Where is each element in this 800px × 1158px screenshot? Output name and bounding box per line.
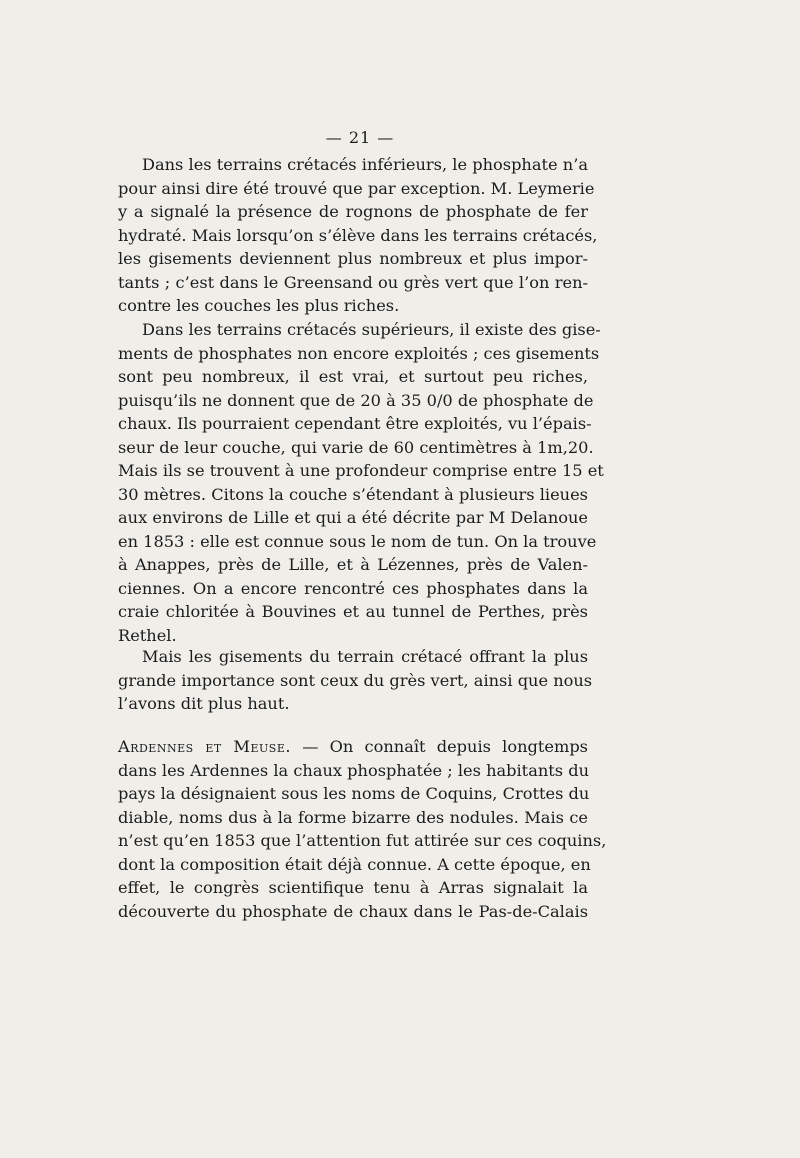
paragraph-cretace-inferieur xyxy=(118,153,598,318)
text-line: à Anappes, près de Lille, et à Lézennes, près de Valen- xyxy=(118,555,588,574)
text-line: sont peu nombreux, il est vrai, et surtout peu riches, xyxy=(118,367,588,386)
paragraph-gres-vert xyxy=(118,645,593,716)
text-line: l’avons dit plus haut. xyxy=(118,694,290,713)
text-line: tants ; c’est dans le Greensand ou grès vert que l’on ren- xyxy=(118,272,588,292)
text-line-with-heading xyxy=(118,735,588,759)
text-line: chaux. Ils pourraient cependant être exploités, vu l’épais- xyxy=(118,414,592,433)
text-line: seur de leur couche, qui varie de 60 centimètres à 1m,20. xyxy=(118,437,594,457)
paragraph-ardennes-meuse xyxy=(118,735,607,923)
text-line: hydraté. Mais lorsqu’on s’élève dans les terrains crétacés, xyxy=(118,225,598,245)
text-line: aux environs de Lille et qui a été décrite par M Delanoue xyxy=(118,508,588,527)
text-line: effet, le congrès scientifique tenu à Arras signalait la xyxy=(118,878,588,897)
text-line: contre les couches les plus riches. xyxy=(118,296,400,315)
text-line: 30 mètres. Citons la couche s’étendant à plusieurs lieues xyxy=(118,484,588,504)
section-heading: Ardennes et Meuse. xyxy=(118,737,292,756)
text-line: découverte du phosphate de chaux dans le Pas-de-Calais xyxy=(118,901,588,921)
text-line: grande importance sont ceux du grès vert, ainsi que nous xyxy=(118,670,593,690)
text-line: — On connaît depuis longtemps xyxy=(291,737,588,756)
text-line: Dans les terrains crétacés inférieurs, le phosphate n’a xyxy=(142,155,588,174)
text-line: Rethel. xyxy=(118,625,177,645)
text-line: ments de phosphates non encore exploités ; ces gisements xyxy=(118,343,600,363)
text-line: les gisements deviennent plus nombreux et plus impor- xyxy=(118,249,588,268)
text-line: craie chloritée à Bouvines et au tunnel de Perthes, près xyxy=(118,602,588,621)
text-line: ciennes. On a encore rencontré ces phosphates dans la xyxy=(118,578,588,598)
text-line: pour ainsi dire été trouvé que par exception. M. Leymerie xyxy=(118,178,595,198)
text-line: en 1853 : elle est connue sous le nom de tun. On la trouve xyxy=(118,531,597,551)
paragraph-cretace-superieur xyxy=(118,318,604,647)
text-line: puisqu’ils ne donnent que de 20 à 35 0/0 de phosphate de xyxy=(118,390,594,410)
text-line: pays la désignaient sous les noms de Coquins, Crottes du xyxy=(118,784,590,803)
text-line: Mais ils se trouvent à une profondeur comprise entre 15 et xyxy=(118,461,604,480)
text-line: Dans les terrains crétacés supérieurs, il existe des gise- xyxy=(142,320,601,339)
text-line: Mais les gisements du terrain crétacé offrant la plus xyxy=(142,647,588,666)
page-number: — 21 — xyxy=(325,128,395,147)
text-line: dont la composition était déjà connue. A cette époque, en xyxy=(118,854,591,874)
text-line: y a signalé la présence de rognons de phosphate de fer xyxy=(118,202,588,221)
text-line: n’est qu’en 1853 que l’attention fut attirée sur ces coquins, xyxy=(118,831,607,850)
text-line: diable, noms dus à la forme bizarre des nodules. Mais ce xyxy=(118,807,588,827)
text-line: dans les Ardennes la chaux phosphatée ; les habitants du xyxy=(118,760,590,780)
